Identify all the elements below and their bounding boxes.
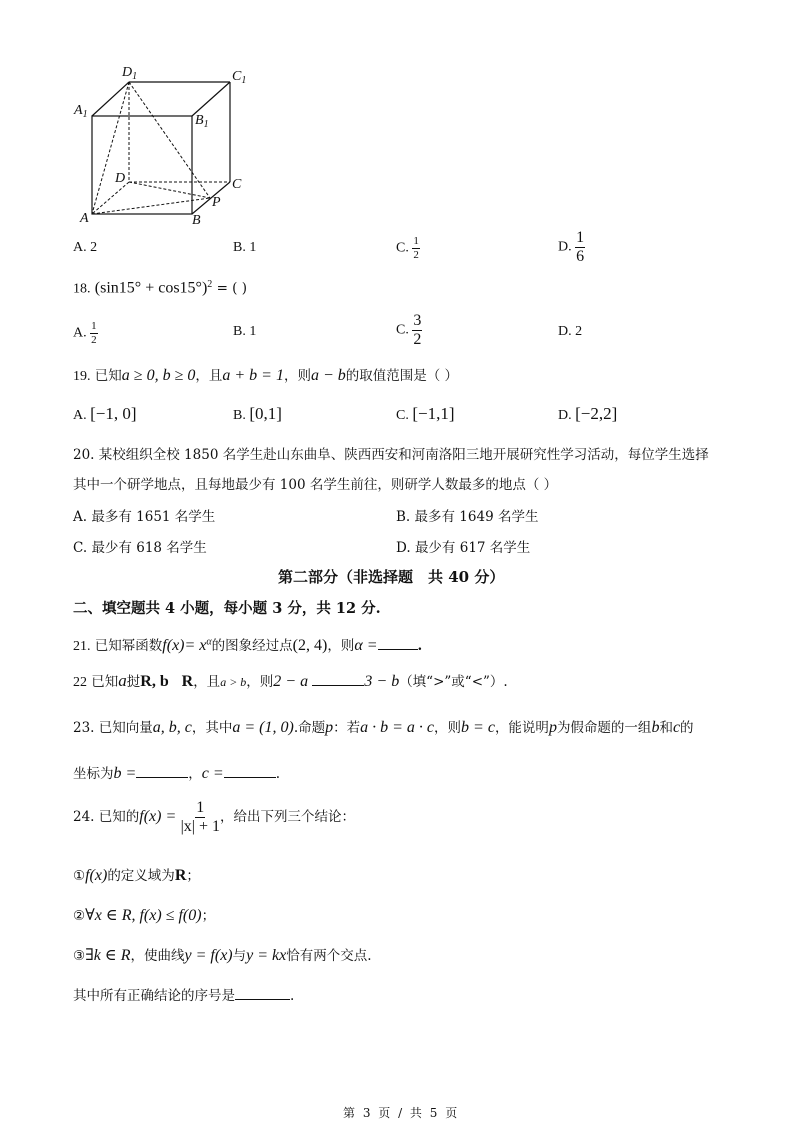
text: ，其中 [191, 720, 233, 736]
text: ，使曲线 [130, 948, 185, 964]
option-value: 最多有 1649 名学生 [414, 509, 539, 525]
option-value: 2 [90, 240, 98, 255]
question-number: 21. [73, 639, 91, 654]
option-letter: B. [233, 408, 246, 423]
numerator: 1 [91, 320, 97, 332]
math-expression: a · b = a · c [360, 719, 435, 736]
label-b1: $B_1$ [195, 113, 209, 130]
q24-conclusion-3 [73, 944, 372, 965]
fraction [575, 230, 585, 265]
text: 的定义域为 [107, 868, 175, 884]
math-expression: b = [113, 765, 137, 782]
option-letter: C. [73, 540, 88, 556]
text: ，则 [434, 720, 462, 736]
q20-option-a [73, 505, 215, 525]
math-expression: R, b [140, 673, 169, 690]
option-letter: C. [396, 322, 409, 338]
q21-stem [73, 634, 422, 655]
fraction [412, 236, 420, 261]
text: 已知幂函数 [94, 638, 163, 654]
q18-option-a [73, 321, 98, 346]
option-value: 1 [249, 324, 257, 339]
math-expression: c = [201, 765, 224, 782]
circled-number: ② [73, 908, 86, 924]
text: ， [188, 766, 202, 782]
q20-option-b [396, 505, 538, 525]
page-footer: 第 3 页 / 共 5 页 [343, 1106, 460, 1120]
circled-number: ③ [73, 948, 86, 964]
answer-blank-c[interactable] [224, 765, 276, 778]
math-expression: a − b [310, 367, 346, 384]
text: 已知 [91, 674, 119, 690]
answer-blank[interactable] [312, 673, 364, 686]
q17-option-c [396, 236, 420, 261]
text: 坐标为 [73, 766, 114, 782]
answer-blank-b[interactable] [136, 765, 188, 778]
text: ，则 [246, 674, 274, 690]
q24-conclusion-2 [73, 904, 215, 925]
math-expression: α = [354, 637, 378, 654]
circled-number: ① [73, 868, 86, 884]
text: 和 [659, 720, 673, 736]
answer-bracket: = ( ) [216, 280, 248, 297]
option-letter: A. [73, 509, 88, 525]
option-value: [0,1] [249, 404, 282, 423]
text: ； [201, 908, 216, 924]
vector-list: a, b, c [152, 719, 192, 736]
fraction [181, 800, 220, 835]
text: （填“>”或“<”）. [399, 674, 508, 690]
option-value: [−1, 0] [90, 404, 137, 423]
q17-option-a [73, 240, 97, 256]
option-letter: D. [396, 540, 411, 556]
proposition-p: p [325, 719, 334, 736]
cube-diagram [70, 58, 270, 228]
math-expression: y = kx [246, 947, 287, 964]
numerator: 1 [413, 235, 419, 247]
q19-option-c [396, 404, 455, 424]
math-expression: R [174, 867, 187, 884]
numerator: 1 [576, 229, 585, 246]
q19-option-b [233, 404, 282, 424]
q18-option-b [233, 324, 256, 340]
q18-option-c [396, 313, 422, 348]
text: ，且 [195, 368, 223, 384]
q24-stem [73, 800, 355, 835]
q18-stem [73, 279, 247, 298]
text: ，能说明 [494, 720, 549, 736]
proposition-p: p [548, 719, 557, 736]
label-d1: $D_1$ [122, 65, 138, 82]
q19-option-d [558, 404, 617, 424]
math-expression: (sin15° + cos15°) [94, 279, 208, 297]
text: 已知 [94, 368, 122, 384]
q19-option-a [73, 404, 137, 424]
text: 的 [680, 720, 694, 736]
text: ：若 [333, 720, 361, 736]
section-heading: 二、填空题共 4 小题，每小题 3 分，共 12 分. [73, 600, 381, 617]
denominator: 6 [576, 248, 585, 265]
option-letter: A. [73, 325, 87, 341]
option-value: 2 [575, 324, 583, 339]
denominator: 2 [91, 334, 97, 346]
label-b: B [192, 213, 201, 228]
numerator: 3 [413, 312, 422, 329]
denominator: 2 [413, 331, 422, 348]
text: ； [186, 868, 200, 884]
math-expression: f(x) [85, 867, 108, 884]
question-number: 19. [73, 369, 91, 384]
math-expression: f(x) = [139, 808, 177, 825]
q24-final [73, 984, 294, 1004]
option-letter: D. [558, 408, 572, 423]
q20-option-c [73, 536, 207, 556]
option-value: [−2,2] [575, 404, 618, 423]
text: 与 [232, 948, 247, 964]
q20-option-d [396, 536, 530, 556]
fraction [412, 313, 422, 348]
label-p: P [212, 195, 221, 210]
option-letter: A. [73, 240, 87, 255]
answer-blank[interactable] [235, 987, 290, 1000]
math-expression: a ≥ 0, b ≥ 0 [121, 367, 196, 384]
option-letter: B. [233, 324, 246, 339]
text: 23. 已知向量 [73, 720, 153, 736]
option-letter: C. [396, 408, 409, 423]
text: .命题 [293, 720, 326, 736]
math-expression: b = c [461, 719, 495, 736]
text: 为假命题的一组 [556, 720, 652, 736]
cube-figure [70, 58, 270, 228]
label-d: D [115, 171, 126, 186]
math-expression: a > b [220, 675, 247, 689]
text: . [275, 766, 280, 782]
q23-stem-line2 [73, 762, 280, 783]
fraction [90, 321, 98, 346]
option-letter: B. [233, 240, 246, 255]
q20-stem-line1: 20. 某校组织全校 1850 名学生赴山东曲阜、陕西西安和河南洛阳三地开展研究性学习活动，每位学生选择 [73, 447, 709, 463]
numerator: 1 [196, 799, 205, 816]
label-c: C [232, 177, 242, 192]
exponent: α [206, 636, 212, 648]
vector-b: b [651, 719, 660, 736]
denominator: |x| + 1 [180, 818, 220, 835]
period: . [417, 638, 423, 654]
text: 其中所有正确结论的序号是 [73, 988, 235, 1004]
option-value: 1 [249, 240, 257, 255]
text: ，且 [193, 674, 221, 690]
text: 的图象经过点 [211, 638, 293, 654]
option-letter: C. [396, 240, 409, 256]
q24-conclusion-1 [73, 864, 200, 885]
garbled-symbol: 挝 [126, 674, 141, 690]
math-expression: R [181, 673, 194, 690]
question-number: 22 [73, 675, 87, 690]
text: . [290, 988, 295, 1004]
option-value: 最多有 1651 名学生 [91, 509, 216, 525]
label-a1: $A_1$ [74, 103, 88, 120]
q22-stem [73, 670, 508, 691]
option-letter: B. [396, 509, 411, 525]
math-expression: a + b = 1 [222, 367, 284, 384]
question-number: 18. [73, 281, 91, 297]
math-expression: 2 − a [273, 673, 309, 690]
math-expression: (2, 4) [292, 637, 328, 654]
text: 恰有两个交点. [286, 948, 372, 964]
q19-stem [73, 364, 458, 385]
part2-title: 第二部分（非选择题 共 40 分） [278, 568, 505, 586]
text: 24. 已知的 [73, 809, 140, 825]
label-c1: $C_1$ [232, 69, 247, 86]
text: ，则 [283, 368, 311, 384]
math-expression: f(x)= x [162, 637, 207, 654]
denominator: 2 [413, 249, 419, 261]
math-expression: ∀x ∈ R, f(x) ≤ f(0) [85, 907, 202, 924]
option-letter: A. [73, 408, 87, 423]
option-letter: D. [558, 324, 572, 339]
option-value: [−1,1] [412, 404, 455, 423]
option-value: 最少有 618 名学生 [91, 540, 207, 556]
q17-option-d [558, 230, 585, 265]
exponent: 2 [207, 279, 213, 290]
option-value: 最少有 617 名学生 [414, 540, 531, 556]
q20-stem-line2: 其中一个研学地点，且每地最少有 100 名学生前往，则研学人数最多的地点（ ） [73, 477, 558, 493]
text: ，给出下列三个结论： [220, 809, 355, 825]
option-letter: D. [558, 239, 572, 255]
math-expression: ∃k ∈ R [85, 947, 131, 964]
text: ，则 [327, 638, 355, 654]
q23-stem-line1 [73, 716, 694, 737]
label-a: A [80, 211, 89, 226]
q17-option-b [233, 240, 256, 256]
math-expression: 3 − b [364, 673, 400, 690]
math-expression: y = f(x) [184, 947, 233, 964]
answer-blank[interactable] [378, 637, 418, 650]
math-expression: a = (1, 0) [232, 719, 294, 736]
math-expression: a [118, 671, 127, 690]
vector-c: c [672, 719, 681, 736]
text: 的取值范围是（ ） [345, 368, 459, 384]
q18-option-d [558, 324, 582, 340]
